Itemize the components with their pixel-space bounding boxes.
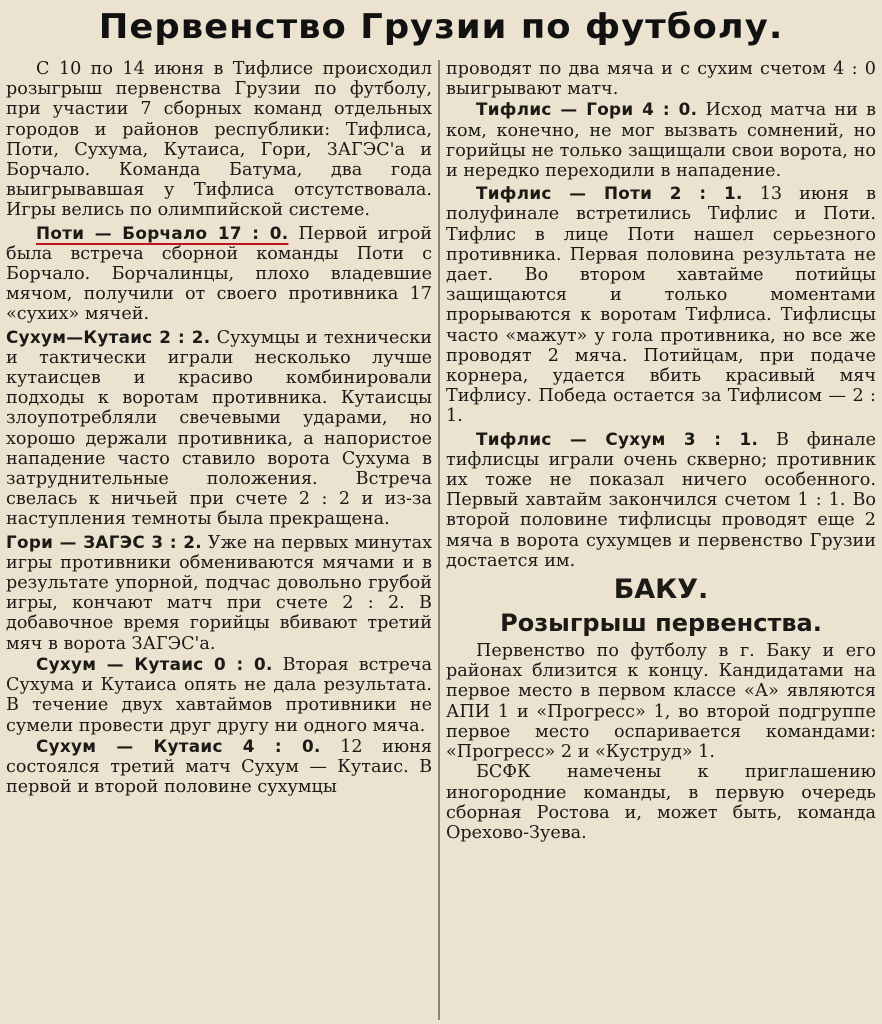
paragraph-baku-1: Первенство по футболу в г. Баку и его районах близится к концу. Кандидатами на первое место в первом классе «А» являются АПИ 1 и «Прогресс» 1, во второй подгруппе первое место оспаривается командами: «Прогресс» 2 и «Куструд» 1. — [446, 641, 876, 763]
paragraph-continued — [446, 58, 876, 99]
paragraph-sukhum-kutais-1 — [6, 327, 432, 530]
baku-heading: БАКУ. — [613, 574, 709, 606]
paragraph-text: проводят по два мяча и с сухим счетом 4 : 0 выигрывают матч. — [446, 59, 876, 100]
paragraph-text: 12 июня состоялся третий матч Сухум — Кутаис. В первой и второй половине сухумцы — [6, 736, 432, 798]
paragraph-text: Уже на первых минутах игры противники обмениваются мячами и в результате упорной, подчас довольно грубой игры, кончают матч при счете 2 : 2. В добавочное время горийцы вбивают третий мяч в ворота ЗАГЭС'а. — [6, 532, 432, 654]
paragraph-text: Первой игрой была встреча сборной команды Поти с Борчало. Борчалинцы, плохо владевшие мячом, получили от своего противника 17 «сухих» мячей. — [6, 223, 432, 325]
match-result: Сухум—Кутаис 2 : 2. — [6, 326, 211, 347]
headline: Первенство Грузии по футболу. — [98, 7, 784, 47]
paragraph-text: Исход матча ни в ком, конечно, не мог вызвать сомнений, но горийцы не только защищали свои ворота, но и нередко переходили в нападение. — [446, 100, 876, 182]
paragraph-text: Сухумцы и технически и тактически играли несколько лучше кутаисцев и красиво комбинировали подходы к воротам противника. Кутаисцы злоупотребляли свечевыми ударами, но хорошо держали противника, а напористое нападение часто ставило ворота Сухума в затруднительные положения. Встреча свелась к ничьей при счете 2 : 2 и из-за наступления темноты была прекращена. — [6, 327, 432, 530]
paragraph-tiflis-poti — [446, 183, 876, 426]
paragraph-tiflis-gori — [446, 99, 876, 181]
paragraph-poti-borchalo — [6, 223, 432, 325]
match-result: Тифлис — Гори 4 : 0. — [476, 99, 698, 120]
match-result: Гори — ЗАГЭС 3 : 2. — [6, 531, 202, 552]
column-divider — [438, 60, 440, 1020]
paragraph-text: Вторая встреча Сухума и Кутаиса опять не дала результата. В течение двух хавтаймов противники не сумели провести друг другу ни одного мяча. — [6, 654, 432, 736]
paragraph-text: 13 июня в полуфинале встретились Тифлис и Поти. Тифлис в лице Поти нашел серьезного противника. Первая половина результата не дает. Во втором хавтайме потийцы защищаются и только моментами прорываются к воротам Тифлиса. Тифлисцы часто «мажут» у гола противника, но все же проводят 2 мяча. Потийцам, при подаче корнера, удается вбить красивый мяч Тифлису. Победа остается за Тифлисом — 2 : 1. — [446, 184, 876, 427]
paragraph-gori-zages — [6, 532, 432, 654]
paragraph-sukhum-kutais-2 — [6, 654, 432, 736]
paragraph-tiflis-sukhum — [446, 429, 876, 571]
paragraph-baku-2: БСФК намечены к приглашению иногородние команды, в первую очередь сборная Ростова и, может быть, команда Орехово-Зуева. — [446, 762, 876, 843]
match-result: Сухум — Кутаис 0 : 0. — [36, 653, 273, 674]
paragraph-intro — [6, 58, 432, 221]
match-result: Тифлис — Сухум 3 : 1. — [476, 428, 759, 449]
match-result: Сухум — Кутаис 4 : 0. — [36, 735, 321, 756]
right-column — [446, 58, 876, 1022]
paragraph-text: С 10 по 14 июня в Тифлисе происходил розыгрыш первенства Грузии по футболу, при участии 7 сборных команд отдельных городов и районов республики: Тифлиса, Поти, Сухума, Кутаиса, Гори, ЗАГЭС'а и Борчало. Команда Батума, два года выигрывавшая у Тифлиса отсутствовала. Игры велись по олимпийской системе. — [6, 59, 432, 221]
baku-subheading: Розыгрыш первенства. — [500, 609, 822, 638]
left-column — [6, 58, 432, 1022]
match-result: Тифлис — Поти 2 : 1. — [476, 183, 743, 204]
paragraph-sukhum-kutais-3 — [6, 736, 432, 798]
match-result: Поти — Борчало 17 : 0. — [36, 222, 289, 243]
paragraph-text: В финале тифлисцы играли очень скверно; противник их тоже не показал ничего особенного. Первый хавтайм закончился счетом 1 : 1. Во второй половине тифлисцы проводят еще 2 мяча в ворота сухумцев и первенство Грузии достается им. — [446, 429, 876, 571]
